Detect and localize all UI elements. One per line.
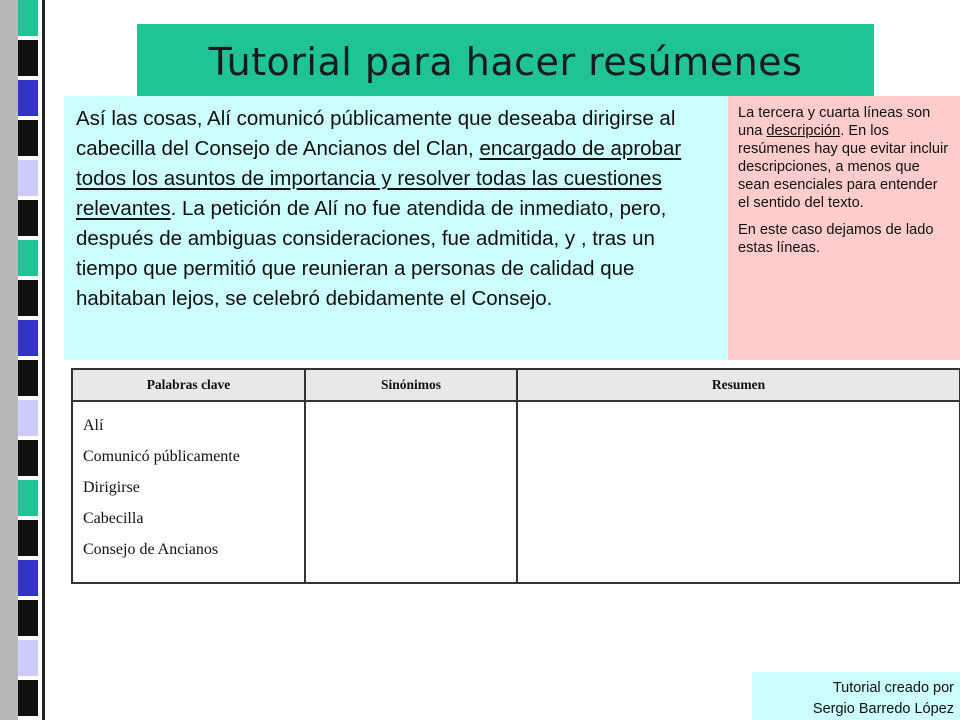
strip-segment: [18, 520, 38, 556]
keywords-table: [71, 368, 960, 584]
strip-segment: [18, 640, 38, 676]
strip-segment: [18, 400, 38, 436]
keyword-item: Dirigirse: [83, 479, 140, 496]
strip-segment: [18, 240, 38, 276]
passage-text-box: [64, 96, 728, 360]
title-bar: [137, 24, 874, 96]
keywords-cell: [72, 401, 305, 583]
strip-segment: [18, 0, 38, 36]
keyword-item: Alí: [83, 417, 104, 434]
annotation-note-box: [728, 96, 960, 360]
note-paragraph-2: En este caso dejamos de lado estas líneas.: [738, 222, 934, 256]
strip-segment: [18, 480, 38, 516]
passage-underlined-text: encargado de aprobar todos los asuntos de importancia y resolver todas las cuestiones relevantes: [76, 137, 682, 220]
synonyms-cell[interactable]: [305, 401, 517, 583]
strip-segment: [18, 280, 38, 316]
keyword-item: Consejo de Ancianos: [83, 541, 219, 558]
passage-text: Así las cosas, Alí comunicó públicamente que deseaba dirigirse al cabecilla del Consejo de Ancianos del Clan,: [76, 107, 676, 160]
strip-segment: [18, 600, 38, 636]
note-text: La tercera y cuarta líneas son una: [738, 105, 931, 139]
keyword-item: Cabecilla: [83, 510, 144, 527]
strip-segment: [18, 360, 38, 396]
strip-segment: [18, 120, 38, 156]
decorative-left-strip: [0, 0, 48, 720]
note-underlined-term: descripción: [766, 123, 841, 139]
strip-segment: [18, 200, 38, 236]
table-header-row: [72, 369, 960, 401]
header-palabras-clave: Palabras clave: [72, 369, 305, 401]
note-text-continued: . En los resúmenes hay que evitar incluir descripciones, a menos que sean esenciales para entender el sentido del texto.: [738, 123, 949, 211]
header-resumen: Resumen: [517, 369, 960, 401]
passage-text-continued: . La petición de Alí no fue atendida de inmediato, pero, después de ambiguas consideraciones, fue admitida, y , tras un tiempo que permitió que reunieran a personas de calidad que habitaban lejos, se celebró debidamente el Consejo.: [76, 197, 667, 310]
table-row: [72, 401, 960, 583]
strip-segment: [18, 80, 38, 116]
strip-segment: [18, 680, 38, 716]
note-paragraph-1: [738, 104, 950, 212]
credit-line-1: Tutorial creado por: [832, 680, 954, 696]
strip-segment: [18, 440, 38, 476]
header-sinonimos: Sinónimos: [305, 369, 517, 401]
summary-cell[interactable]: [517, 401, 960, 583]
strip-segment: [18, 40, 38, 76]
strip-base: [0, 0, 18, 720]
credit-box: [752, 672, 960, 720]
page-title: Tutorial para hacer resúmenes: [208, 40, 803, 84]
credit-line-2: Sergio Barredo López: [812, 701, 954, 717]
strip-rule: [42, 0, 45, 720]
keyword-item: Comunicó públicamente: [83, 448, 240, 465]
strip-segment: [18, 560, 38, 596]
strip-segment: [18, 160, 38, 196]
strip-segment: [18, 320, 38, 356]
